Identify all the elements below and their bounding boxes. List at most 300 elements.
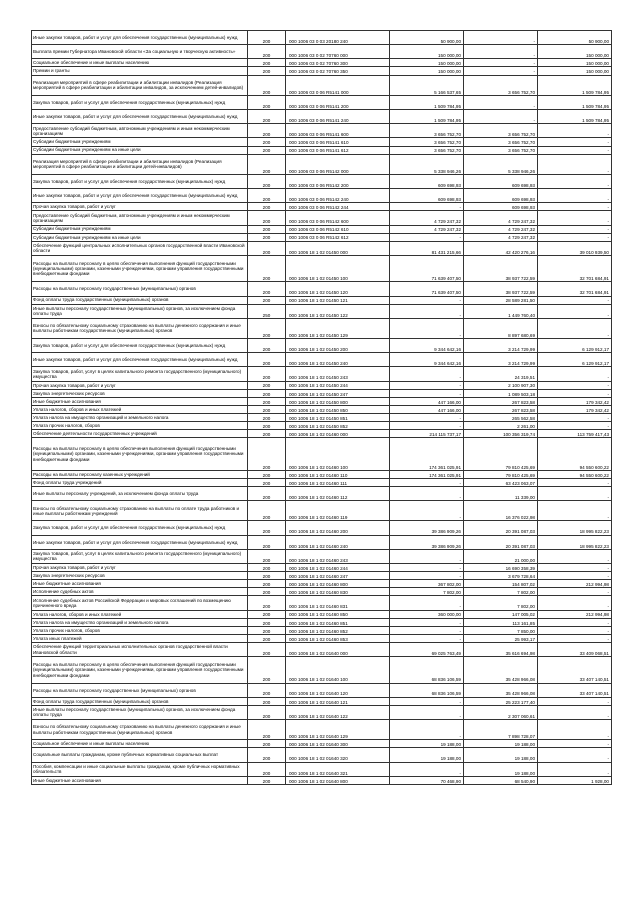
row-line-code-cell: 200	[248, 697, 286, 705]
row-approved-amount-cell: -	[390, 389, 464, 397]
row-name-cell: Уплата прочих налогов, сборов	[32, 422, 248, 430]
table-row	[32, 549, 612, 563]
row-executed-amount-cell: 38 937 722,59	[464, 282, 538, 296]
row-approved-amount-cell: -	[390, 705, 464, 719]
row-executed-amount-cell: 25 993,17	[464, 634, 538, 642]
row-approved-amount-cell: -	[390, 203, 464, 211]
row-line-code-cell: 200	[248, 59, 286, 67]
row-budget-code-cell: 000 1006 18 1 02 01450 129	[286, 318, 390, 338]
row-executed-amount-cell: -	[464, 110, 538, 124]
row-line-code-cell: 200	[248, 389, 286, 397]
table-row	[32, 405, 612, 413]
row-budget-code-cell: 000 1006 03 0 06 R5142 240	[286, 189, 390, 203]
row-unexecuted-amount-cell: -	[538, 740, 612, 748]
row-approved-amount-cell: 609 698,93	[390, 189, 464, 203]
row-unexecuted-amount-cell: 50 900,00	[538, 31, 612, 45]
row-executed-amount-cell: 5 338 946,26	[464, 154, 538, 174]
row-budget-code-cell: 000 1006 18 1 02 01450 122	[286, 304, 390, 318]
table-row	[32, 211, 612, 225]
row-budget-code-cell: 000 1006 18 1 02 01450 200	[286, 339, 390, 353]
table-row	[32, 241, 612, 255]
row-name-cell: Иные закупки товаров, работ и услуг для обеспечения государственных (муниципальных) нужд	[32, 535, 248, 549]
row-budget-code-cell: 000 1006 18 1 02 01450 121	[286, 296, 390, 304]
row-approved-amount-cell: 69 025 763,49	[390, 642, 464, 656]
row-executed-amount-cell: 38 937 722,59	[464, 255, 538, 281]
row-unexecuted-amount-cell: 1 509 784,95	[538, 95, 612, 109]
row-executed-amount-cell: -	[464, 31, 538, 45]
row-unexecuted-amount-cell: 1 509 784,95	[538, 75, 612, 95]
row-name-cell: Закупка товаров, работ и услуг для обеспечения государственных (муниципальных) нужд	[32, 521, 248, 535]
row-line-code-cell: 200	[248, 211, 286, 225]
row-executed-amount-cell: 20 391 087,03	[464, 535, 538, 549]
row-line-code-cell: 200	[248, 318, 286, 338]
row-budget-code-cell: 000 1006 18 1 02 01640 121	[286, 697, 390, 705]
table-row	[32, 430, 612, 438]
row-line-code-cell: 200	[248, 683, 286, 697]
row-name-cell: Фонд оплаты труда учреждений	[32, 478, 248, 486]
row-approved-amount-cell: 70 468,90	[390, 776, 464, 784]
row-unexecuted-amount-cell: 39 010 939,50	[538, 241, 612, 255]
row-approved-amount-cell: 150 000,00	[390, 59, 464, 67]
row-unexecuted-amount-cell: 32 701 684,91	[538, 282, 612, 296]
row-unexecuted-amount-cell: -	[538, 318, 612, 338]
row-unexecuted-amount-cell: -	[538, 203, 612, 211]
row-budget-code-cell: 000 1006 18 1 02 01460 852	[286, 626, 390, 634]
row-approved-amount-cell: -	[390, 697, 464, 705]
row-executed-amount-cell: 35 428 966,08	[464, 657, 538, 683]
row-budget-code-cell: 000 1006 18 1 02 01450 000	[286, 241, 390, 255]
row-line-code-cell: 200	[248, 564, 286, 572]
row-name-cell: Реализация мероприятий в сфере реабилитации и абилитации инвалидов (Реализация мероприятий в сфере реабилитации и абилитации детей-инвалидов)	[32, 154, 248, 174]
table-row	[32, 318, 612, 338]
row-name-cell: Иные закупки товаров, работ и услуг для обеспечения государственных (муниципальных) нужд	[32, 31, 248, 45]
row-name-cell: Закупка товаров, работ, услуг в целях капитального ремонта государственного (муниципального) имущества	[32, 367, 248, 381]
row-approved-amount-cell: -	[390, 304, 464, 318]
row-unexecuted-amount-cell: -	[538, 478, 612, 486]
row-unexecuted-amount-cell: 179 342,42	[538, 405, 612, 413]
row-budget-code-cell: 000 1006 03 0 03 20180 240	[286, 31, 390, 45]
row-line-code-cell: 200	[248, 405, 286, 413]
row-budget-code-cell: 000 1006 03 0 06 R5141 240	[286, 110, 390, 124]
row-budget-code-cell: 000 1006 03 0 06 R5142 000	[286, 154, 390, 174]
row-executed-amount-cell: 7 802,00	[464, 596, 538, 610]
table-row	[32, 618, 612, 626]
row-name-cell: Закупка товаров, работ и услуг для обеспечения государственных (муниципальных) нужд	[32, 339, 248, 353]
row-name-cell: Взносы по обязательному социальному страхованию на выплаты денежного содержания и иные выплаты работникам государственных (муниципальных) органов	[32, 318, 248, 338]
row-line-code-cell: 200	[248, 720, 286, 740]
row-approved-amount-cell: 174 361 025,91	[390, 438, 464, 471]
row-approved-amount-cell: 68 836 106,59	[390, 657, 464, 683]
row-approved-amount-cell: -	[390, 422, 464, 430]
row-name-cell: Расходы на выплаты персоналу в целях обеспечения выполнения функций государственными (муниципальными) органами, казенными учреждениями, органами управления государственными внебюджетными фондами	[32, 255, 248, 281]
row-approved-amount-cell: -	[390, 634, 464, 642]
row-approved-amount-cell: 1 509 784,95	[390, 95, 464, 109]
row-unexecuted-amount-cell: -	[538, 564, 612, 572]
expenditure-table	[31, 30, 612, 785]
row-approved-amount-cell: -	[390, 564, 464, 572]
row-name-cell: Социальные выплаты гражданам, кроме публичных нормативных социальных выплат	[32, 748, 248, 762]
table-row	[32, 588, 612, 596]
row-budget-code-cell: 000 1006 03 0 06 R5142 244	[286, 203, 390, 211]
row-unexecuted-amount-cell: -	[538, 618, 612, 626]
expenditure-rows	[32, 31, 612, 785]
row-name-cell: Уплата налогов, сборов и иных платежей	[32, 405, 248, 413]
row-name-cell: Уплата налога на имущество организаций и земельного налога	[32, 414, 248, 422]
row-approved-amount-cell: 447 166,00	[390, 397, 464, 405]
row-name-cell: Уплата налога на имущество организаций и земельного налога	[32, 618, 248, 626]
row-approved-amount-cell: 150 000,00	[390, 67, 464, 75]
row-unexecuted-amount-cell: 6 129 912,17	[538, 353, 612, 367]
table-row	[32, 470, 612, 478]
table-row	[32, 339, 612, 353]
row-budget-code-cell: 000 1006 18 1 02 01450 247	[286, 389, 390, 397]
row-name-cell: Субсидии бюджетным учреждениям на иные цели	[32, 146, 248, 154]
table-row	[32, 501, 612, 521]
row-budget-code-cell: 000 1006 03 0 06 R5142 600	[286, 211, 390, 225]
row-line-code-cell: 200	[248, 618, 286, 626]
row-executed-amount-cell: 4 729 247,32	[464, 225, 538, 233]
row-executed-amount-cell: 42 420 276,16	[464, 241, 538, 255]
row-line-code-cell: 200	[248, 596, 286, 610]
row-executed-amount-cell: 265 562,58	[464, 414, 538, 422]
row-approved-amount-cell: 81 431 215,66	[390, 241, 464, 255]
table-row	[32, 95, 612, 109]
table-row	[32, 657, 612, 683]
row-line-code-cell: 200	[248, 642, 286, 656]
row-budget-code-cell: 000 1006 18 1 02 01460 200	[286, 521, 390, 535]
row-name-cell: Исполнение судебных актов Российской Федерации и мировых соглашений по возмещению причиненного вреда	[32, 596, 248, 610]
table-row	[32, 282, 612, 296]
row-approved-amount-cell: -	[390, 626, 464, 634]
table-row	[32, 697, 612, 705]
row-line-code-cell: 200	[248, 138, 286, 146]
table-row	[32, 45, 612, 59]
row-unexecuted-amount-cell: -	[538, 697, 612, 705]
row-line-code-cell: 200	[248, 535, 286, 549]
row-executed-amount-cell: 7 850,00	[464, 626, 538, 634]
row-approved-amount-cell: -	[390, 233, 464, 241]
row-line-code-cell: 200	[248, 657, 286, 683]
table-row	[32, 776, 612, 784]
row-budget-code-cell: 000 1006 18 1 02 01450 120	[286, 282, 390, 296]
row-name-cell: Взносы по обязательному социальному страхованию на выплаты по оплате труда работников и иные выплаты работникам учреждений	[32, 501, 248, 521]
row-unexecuted-amount-cell: 212 994,98	[538, 580, 612, 588]
table-row	[32, 580, 612, 588]
row-executed-amount-cell: -	[464, 45, 538, 59]
row-approved-amount-cell: -	[390, 296, 464, 304]
row-name-cell: Уплата иных платежей	[32, 634, 248, 642]
row-approved-amount-cell: 68 836 106,59	[390, 683, 464, 697]
row-line-code-cell: 200	[248, 501, 286, 521]
row-name-cell: Иные выплаты персоналу государственных (муниципальных) органов, за исключением фонда оплаты труда	[32, 304, 248, 318]
row-executed-amount-cell: 2 100 907,30	[464, 381, 538, 389]
row-name-cell: Исполнение судебных актов	[32, 588, 248, 596]
row-budget-code-cell: 000 1006 18 1 02 01460 119	[286, 501, 390, 521]
row-line-code-cell: 200	[248, 634, 286, 642]
row-executed-amount-cell: 3 656 752,70	[464, 146, 538, 154]
row-executed-amount-cell: 3 656 752,70	[464, 75, 538, 95]
table-row	[32, 422, 612, 430]
row-line-code-cell: 200	[248, 282, 286, 296]
row-line-code-cell: 200	[248, 367, 286, 381]
row-approved-amount-cell: 50 900,00	[390, 31, 464, 45]
row-line-code-cell: 200	[248, 146, 286, 154]
row-approved-amount-cell: -	[390, 501, 464, 521]
table-row	[32, 414, 612, 422]
row-executed-amount-cell: 24 319,51	[464, 367, 538, 381]
table-row	[32, 762, 612, 776]
table-row	[32, 146, 612, 154]
row-budget-code-cell: 000 1006 18 1 02 01460 247	[286, 572, 390, 580]
row-approved-amount-cell: -	[390, 367, 464, 381]
table-row	[32, 296, 612, 304]
row-approved-amount-cell: 3 656 752,70	[390, 146, 464, 154]
row-executed-amount-cell: 35 428 966,08	[464, 683, 538, 697]
table-row	[32, 203, 612, 211]
row-approved-amount-cell: 3 656 752,70	[390, 124, 464, 138]
table-row	[32, 189, 612, 203]
row-name-cell: Расходы на выплаты персоналу в целях обеспечения выполнения функций государственными (муниципальными) органами, казенными учреждениями, органами управления государственными внебюджетными фондами	[32, 438, 248, 471]
row-line-code-cell: 200	[248, 610, 286, 618]
table-row	[32, 642, 612, 656]
row-budget-code-cell: 000 1006 18 1 02 01460 100	[286, 438, 390, 471]
row-name-cell: Закупка товаров, работ и услуг для обеспечения государственных (муниципальных) нужд	[32, 174, 248, 188]
row-executed-amount-cell: 63 423 063,07	[464, 478, 538, 486]
row-name-cell: Прочая закупка товаров, работ и услуг	[32, 381, 248, 389]
row-line-code-cell: 200	[248, 549, 286, 563]
row-approved-amount-cell: -	[390, 762, 464, 776]
row-line-code-cell: 200	[248, 430, 286, 438]
row-name-cell: Уплата прочих налогов, сборов	[32, 626, 248, 634]
row-budget-code-cell: 000 1006 18 1 02 01640 129	[286, 720, 390, 740]
row-name-cell: Субсидии бюджетным учреждениям на иные цели	[32, 233, 248, 241]
row-line-code-cell: 200	[248, 124, 286, 138]
expenditure-report-sheet	[31, 30, 611, 785]
row-approved-amount-cell: -	[390, 478, 464, 486]
row-executed-amount-cell: 25 223 177,40	[464, 697, 538, 705]
row-line-code-cell: 200	[248, 705, 286, 719]
table-row	[32, 174, 612, 188]
row-budget-code-cell: 000 1006 03 0 06 R5142 200	[286, 174, 390, 188]
row-line-code-cell: 200	[248, 353, 286, 367]
row-executed-amount-cell: 8 897 680,69	[464, 318, 538, 338]
table-row	[32, 154, 612, 174]
row-unexecuted-amount-cell: -	[538, 422, 612, 430]
table-row	[32, 67, 612, 75]
row-executed-amount-cell: 147 005,02	[464, 610, 538, 618]
row-approved-amount-cell: -	[390, 720, 464, 740]
row-approved-amount-cell: 19 188,00	[390, 740, 464, 748]
row-approved-amount-cell: 4 729 247,32	[390, 211, 464, 225]
table-row	[32, 138, 612, 146]
row-line-code-cell: 200	[248, 588, 286, 596]
row-line-code-cell: 200	[248, 422, 286, 430]
row-budget-code-cell: 000 1006 18 1 02 01450 240	[286, 353, 390, 367]
row-name-cell: Обеспечение деятельности государственных учреждений	[32, 430, 248, 438]
row-executed-amount-cell: 68 540,90	[464, 776, 538, 784]
row-executed-amount-cell: 1 089 503,18	[464, 389, 538, 397]
row-budget-code-cell: 000 1006 18 1 02 01450 850	[286, 405, 390, 413]
row-unexecuted-amount-cell: 33 407 140,51	[538, 657, 612, 683]
row-executed-amount-cell: 7 898 728,07	[464, 720, 538, 740]
row-unexecuted-amount-cell: -	[538, 146, 612, 154]
row-name-cell: Реализация мероприятий в сфере реабилитации и абилитации инвалидов (Реализация мероприятий в сфере реабилитации и абилитации инвалидов, за исключением детей-инвалидов)	[32, 75, 248, 95]
row-line-code-cell: 200	[248, 478, 286, 486]
row-unexecuted-amount-cell: -	[538, 154, 612, 174]
row-unexecuted-amount-cell: 6 129 912,17	[538, 339, 612, 353]
row-approved-amount-cell: 5 166 537,65	[390, 75, 464, 95]
row-unexecuted-amount-cell: -	[538, 389, 612, 397]
row-budget-code-cell: 000 1006 18 1 02 01640 122	[286, 705, 390, 719]
row-name-cell: Социальное обеспечение и иные выплаты населению	[32, 740, 248, 748]
row-unexecuted-amount-cell: -	[538, 225, 612, 233]
row-executed-amount-cell: 609 698,93	[464, 189, 538, 203]
row-budget-code-cell: 000 1006 18 1 02 01450 100	[286, 255, 390, 281]
row-name-cell: Расходы на выплаты персоналу государственных (муниципальных) органов	[32, 683, 248, 697]
table-row	[32, 255, 612, 281]
table-row	[32, 720, 612, 740]
table-row	[32, 564, 612, 572]
row-unexecuted-amount-cell: -	[538, 124, 612, 138]
row-unexecuted-amount-cell: -	[538, 572, 612, 580]
row-unexecuted-amount-cell: -	[538, 588, 612, 596]
row-executed-amount-cell: -	[464, 67, 538, 75]
row-approved-amount-cell: 150 000,00	[390, 45, 464, 59]
row-name-cell: Выплата премии Губернатора Ивановской области «За социальную и творческую активность»	[32, 45, 248, 59]
row-line-code-cell: 200	[248, 521, 286, 535]
table-row	[32, 610, 612, 618]
table-row	[32, 225, 612, 233]
table-row	[32, 304, 612, 318]
table-row	[32, 75, 612, 95]
row-budget-code-cell: 000 1006 18 1 02 01450 852	[286, 422, 390, 430]
row-unexecuted-amount-cell: -	[538, 487, 612, 501]
row-name-cell: Обеспечение функций центральных исполнительных органов государственной власти Ивановской области	[32, 241, 248, 255]
row-line-code-cell: 200	[248, 776, 286, 784]
row-unexecuted-amount-cell: 94 550 600,22	[538, 470, 612, 478]
row-unexecuted-amount-cell: 150 000,00	[538, 45, 612, 59]
row-line-code-cell: 200	[248, 31, 286, 45]
table-row	[32, 367, 612, 381]
row-executed-amount-cell: 3 656 752,70	[464, 124, 538, 138]
row-unexecuted-amount-cell: -	[538, 549, 612, 563]
row-unexecuted-amount-cell: -	[538, 174, 612, 188]
row-budget-code-cell: 000 1006 18 1 02 01450 243	[286, 367, 390, 381]
table-row	[32, 478, 612, 486]
row-executed-amount-cell: 28 589 281,50	[464, 296, 538, 304]
table-row	[32, 626, 612, 634]
row-unexecuted-amount-cell: -	[538, 705, 612, 719]
row-line-code-cell: 200	[248, 233, 286, 241]
table-row	[32, 596, 612, 610]
table-row	[32, 381, 612, 389]
row-line-code-cell: 200	[248, 470, 286, 478]
row-line-code-cell: 200	[248, 626, 286, 634]
row-approved-amount-cell: 174 361 025,91	[390, 470, 464, 478]
row-approved-amount-cell: 19 188,00	[390, 748, 464, 762]
row-executed-amount-cell: 16 690 358,39	[464, 564, 538, 572]
table-row	[32, 487, 612, 501]
row-budget-code-cell: 000 1006 18 1 02 01640 321	[286, 762, 390, 776]
row-unexecuted-amount-cell: -	[538, 762, 612, 776]
row-unexecuted-amount-cell: -	[538, 189, 612, 203]
row-budget-code-cell: 000 1006 18 1 02 01450 851	[286, 414, 390, 422]
row-unexecuted-amount-cell: -	[538, 304, 612, 318]
row-line-code-cell: 200	[248, 225, 286, 233]
row-unexecuted-amount-cell: 150 000,00	[538, 59, 612, 67]
row-unexecuted-amount-cell: 18 995 822,23	[538, 535, 612, 549]
row-name-cell: Закупка товаров, работ, услуг в целях капитального ремонта государственного (муниципального) имущества	[32, 549, 248, 563]
row-budget-code-cell: 000 1006 18 1 02 01460 850	[286, 610, 390, 618]
row-approved-amount-cell: 71 639 407,50	[390, 255, 464, 281]
row-approved-amount-cell: -	[390, 381, 464, 389]
row-budget-code-cell: 000 1006 03 0 06 R5141 600	[286, 124, 390, 138]
row-line-code-cell: 200	[248, 572, 286, 580]
row-name-cell: Закупка энергетических ресурсов	[32, 572, 248, 580]
row-budget-code-cell: 000 1006 18 1 02 01460 000	[286, 430, 390, 438]
row-executed-amount-cell: 19 188,00	[464, 748, 538, 762]
row-name-cell: Субсидии бюджетным учреждениям	[32, 138, 248, 146]
table-row	[32, 124, 612, 138]
row-name-cell: Уплата налогов, сборов и иных платежей	[32, 610, 248, 618]
row-name-cell: Закупка энергетических ресурсов	[32, 389, 248, 397]
row-budget-code-cell: 000 1006 18 1 02 01460 111	[286, 478, 390, 486]
row-unexecuted-amount-cell: -	[538, 233, 612, 241]
row-line-code-cell: 200	[248, 296, 286, 304]
row-name-cell: Фонд оплаты труда государственных (муниципальных) органов	[32, 296, 248, 304]
row-approved-amount-cell: 609 698,93	[390, 174, 464, 188]
row-unexecuted-amount-cell: -	[538, 634, 612, 642]
row-executed-amount-cell: 3 214 729,99	[464, 353, 538, 367]
row-budget-code-cell: 000 1006 03 0 06 R5141 000	[286, 75, 390, 95]
row-budget-code-cell: 000 1006 18 1 02 01640 000	[286, 642, 390, 656]
row-unexecuted-amount-cell: -	[538, 626, 612, 634]
row-unexecuted-amount-cell: -	[538, 211, 612, 225]
row-name-cell: Прочая закупка товаров, работ и услуг	[32, 564, 248, 572]
row-name-cell: Иные выплаты персоналу государственных (муниципальных) органов, за исключением фонда оплаты труда	[32, 705, 248, 719]
row-line-code-cell: 200	[248, 189, 286, 203]
table-row	[32, 353, 612, 367]
row-line-code-cell: 200	[248, 414, 286, 422]
row-name-cell: Иные выплаты персоналу учреждений, за исключением фонда оплаты труда	[32, 487, 248, 501]
row-budget-code-cell: 000 1006 18 1 02 01640 320	[286, 748, 390, 762]
row-unexecuted-amount-cell: -	[538, 501, 612, 521]
row-unexecuted-amount-cell: -	[538, 138, 612, 146]
row-approved-amount-cell: -	[390, 549, 464, 563]
row-line-code-cell: 200	[248, 154, 286, 174]
row-budget-code-cell: 000 1006 18 1 02 01460 110	[286, 470, 390, 478]
row-budget-code-cell: 000 1006 03 0 06 R5141 612	[286, 146, 390, 154]
row-executed-amount-cell: -	[464, 59, 538, 67]
row-approved-amount-cell: 214 115 737,17	[390, 430, 464, 438]
table-row	[32, 634, 612, 642]
row-line-code-cell: 200	[248, 748, 286, 762]
row-executed-amount-cell: 267 823,58	[464, 405, 538, 413]
row-budget-code-cell: 000 1006 03 0 02 70760 000	[286, 45, 390, 59]
row-executed-amount-cell: 11 339,00	[464, 487, 538, 501]
row-unexecuted-amount-cell: 113 759 417,43	[538, 430, 612, 438]
row-approved-amount-cell: 9 344 642,16	[390, 353, 464, 367]
row-approved-amount-cell: 39 386 909,26	[390, 535, 464, 549]
row-line-code-cell: 200	[248, 381, 286, 389]
row-line-code-cell: 200	[248, 438, 286, 471]
row-approved-amount-cell: 4 729 247,32	[390, 225, 464, 233]
row-name-cell: Иные бюджетные ассигнования	[32, 397, 248, 405]
table-row	[32, 110, 612, 124]
row-budget-code-cell: 000 1006 03 0 06 R5142 610	[286, 225, 390, 233]
row-executed-amount-cell: 3 656 752,70	[464, 138, 538, 146]
row-executed-amount-cell: 79 810 425,69	[464, 470, 538, 478]
